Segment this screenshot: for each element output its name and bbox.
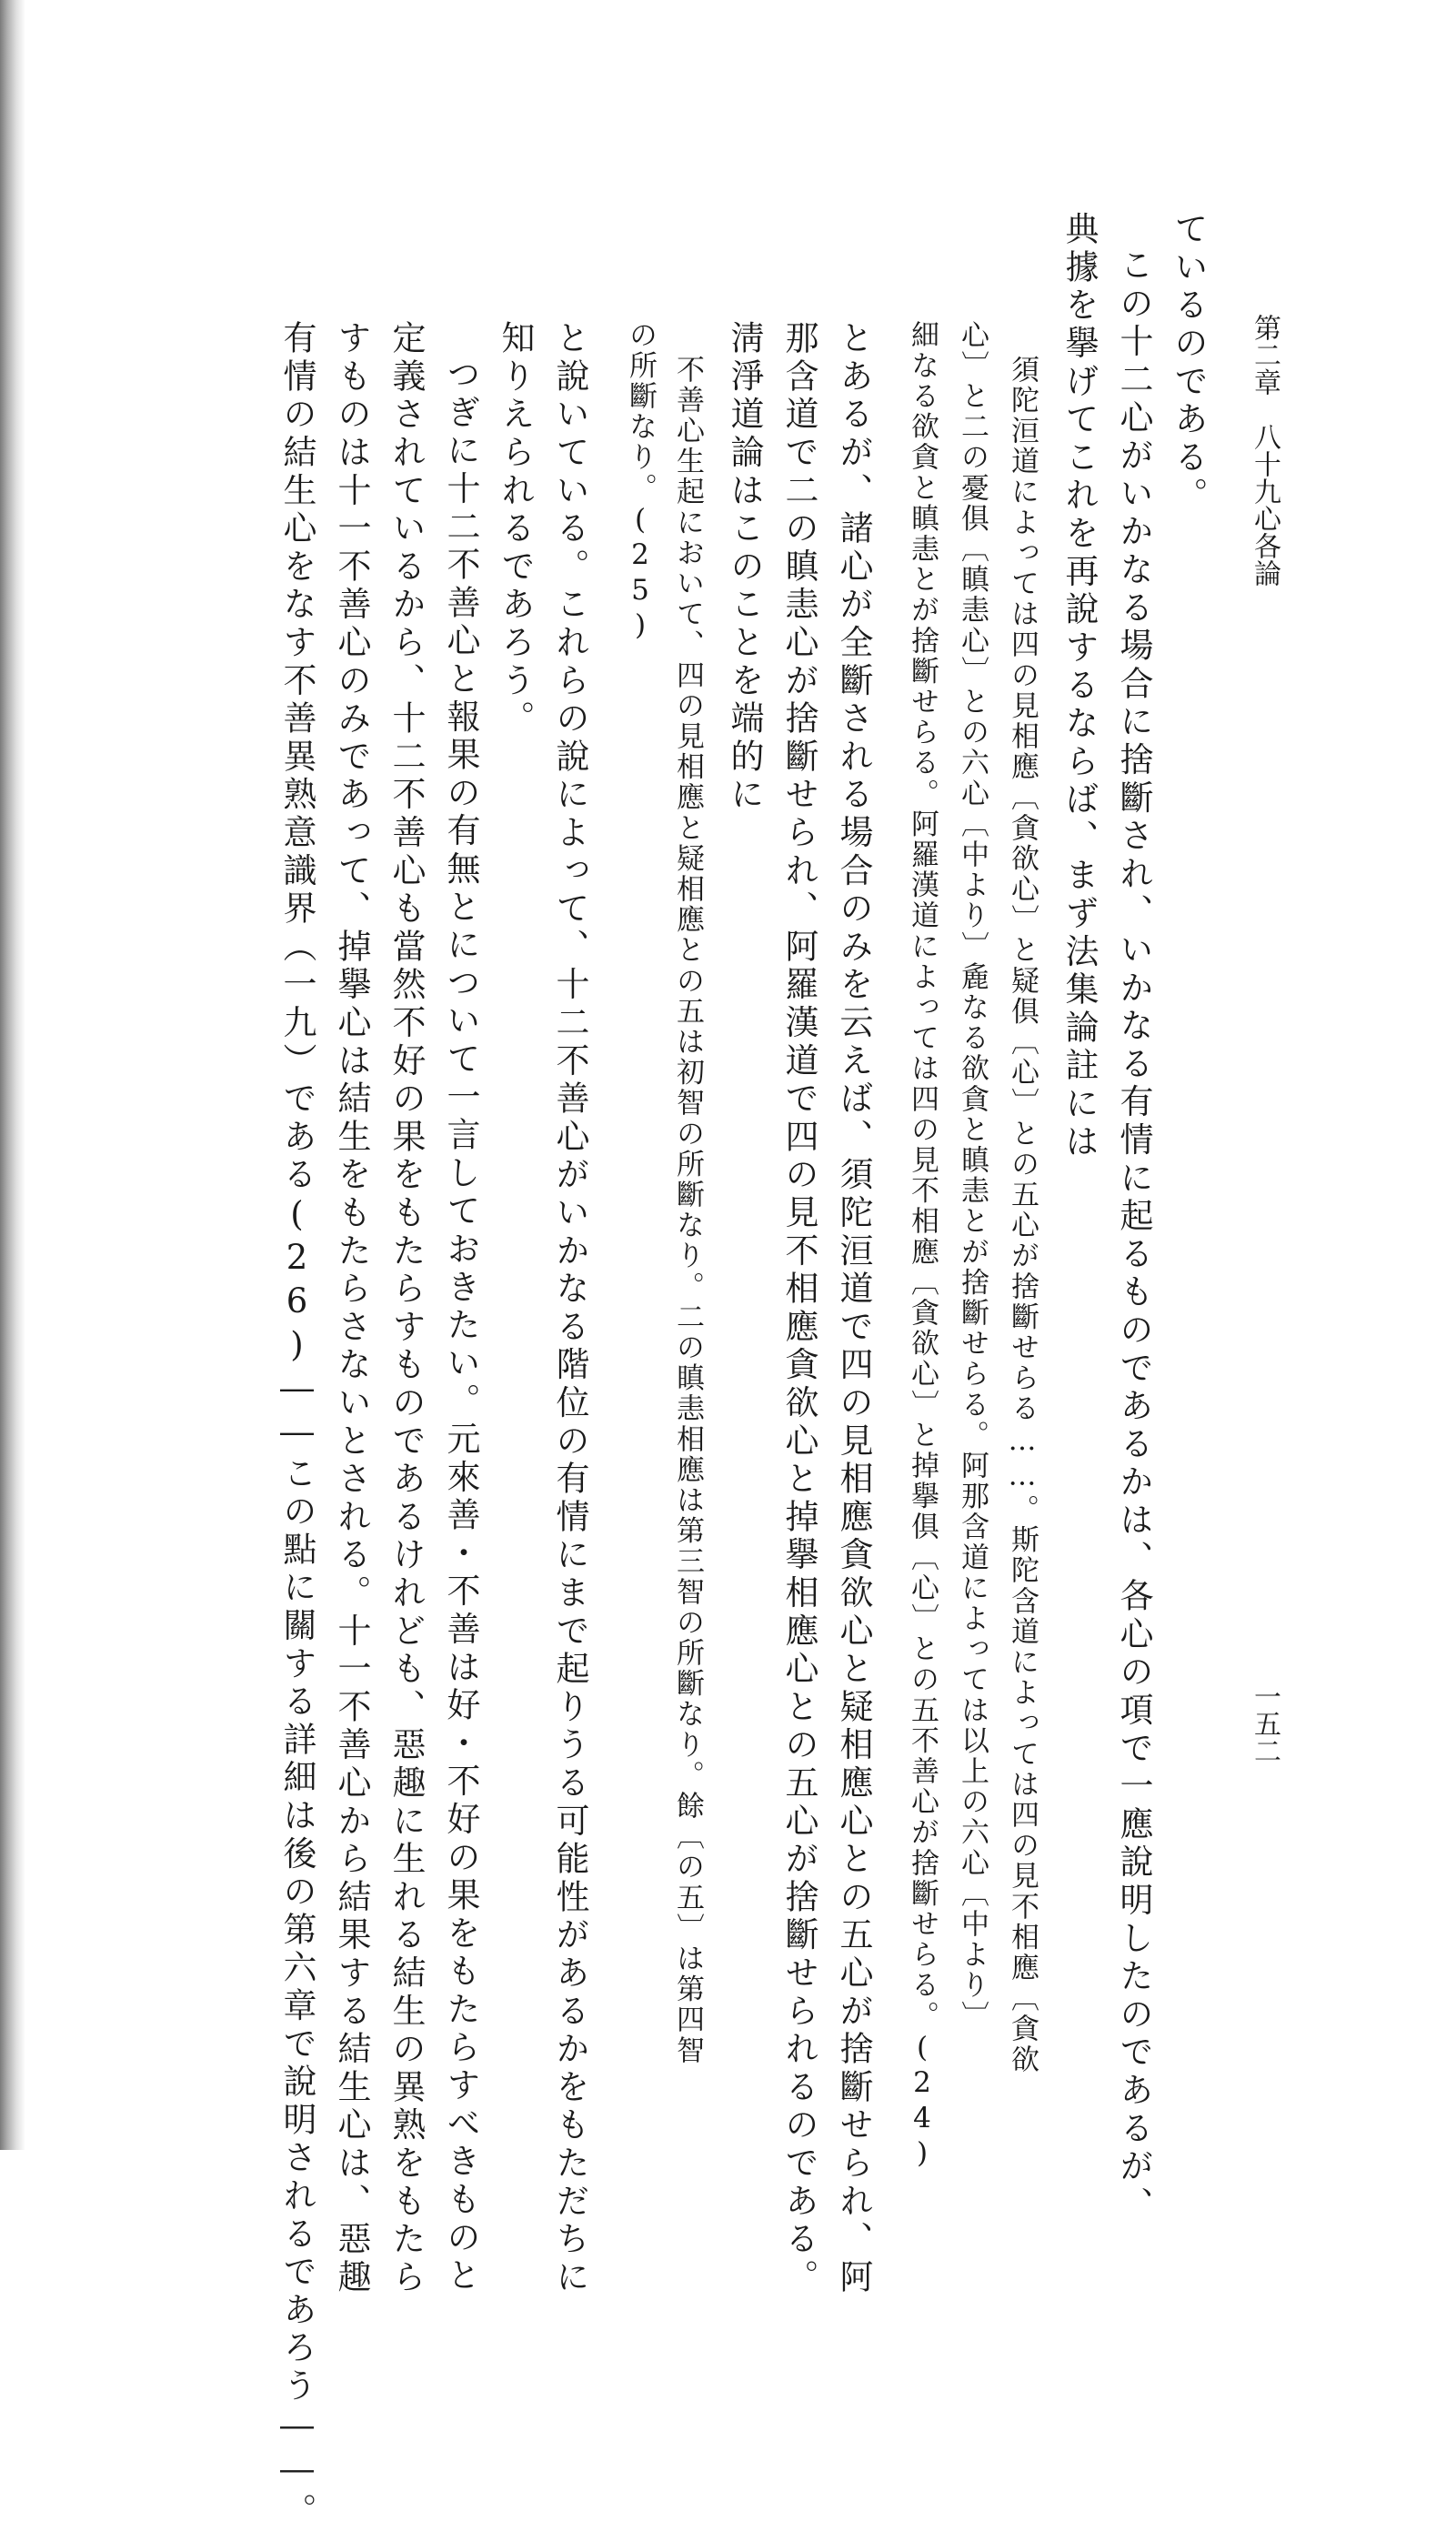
text-line-2: この十二心がいかなる場合に捨斷され、いかなる有情に起るものであるかは、各心の項で一應說明したのであるが、	[1114, 247, 1153, 2225]
text-line-8: 知りえられるであろう。	[496, 320, 535, 738]
text-line-7: と說いている。これらの說によって、十二不善心がいかなる階位の有情にまで起りうる可能性があるかをもただちに	[550, 320, 589, 2297]
quote-line-3: 細なる欲貪と瞋恚とが捨斷せらる。阿羅漢道によっては四の見不相應〔貪欲心〕と掉擧俱〔心〕との五不善心が捨斷せらる。(24)	[906, 320, 939, 2172]
text-line-12: 有情の結生心をなす不善異熟意識界（一九）である(26)――この點に關する詳細は後の第六章で說明されるであろう――。	[277, 320, 316, 2531]
text-line-4: とあるが、諸心が全斷される場合のみを云えば、須陀洹道で四の見相應貪欲心と疑相應心との五心が捨斷せられ、阿	[834, 320, 873, 2297]
text-line-5: 那含道で二の瞋恚心が捨斷せられ、阿羅漢道で四の見不相應貪欲心と掉擧相應心との五心が捨斷せられるのである。	[779, 320, 818, 2297]
text-line-9: つぎに十二不善心と報果の有無とについて一言しておきたい。元來善・不善は好・不好の果をもたらすべきものと	[441, 357, 480, 2295]
text-line-1: ているのである。	[1169, 211, 1208, 516]
text-line-10: 定義されているから、十二不善心も當然不好の果をもたらすものであるけれども、惡趣に生れる結生の異熟をもたら	[387, 320, 426, 2297]
text-line-11: すものは十一不善心のみであって、掉擧心は結生をもたらさないとされる。十一不善心から結果する結生心は、惡趣	[332, 320, 371, 2297]
quote-line-4: 不善心生起において、四の見相應と疑相應との五は初智の所斷なり。二の瞋恚相應は第三智の所斷なり。餘〔の五〕は第四智	[671, 355, 704, 2066]
scan-edge-shadow	[0, 0, 25, 2150]
page-number: 一五二	[1249, 1682, 1280, 1764]
quote-line-1: 須陀洹道によっては四の見相應〔貪欲心〕と疑俱〔心〕との五心が捨斷せらる……。斯陀含道によっては四の見不相應〔貪欲	[1006, 355, 1039, 2075]
quote-line-2: 心〕と二の憂俱〔瞋恚心〕との六心〔中より〕麁なる欲貪と瞋恚とが捨斷せらる。阿那含道によっては以上の六心〔中より〕	[956, 320, 989, 2032]
text-line-6: 淸淨道論はこのことを端的に	[725, 320, 764, 815]
text-line-3: 典據を擧げてこれを再說するならば、まず法集論註には	[1059, 211, 1099, 1161]
quote-line-5: の所斷なり。(25)	[624, 320, 657, 644]
chapter-title: 第二章 八十九心各論	[1249, 314, 1280, 587]
